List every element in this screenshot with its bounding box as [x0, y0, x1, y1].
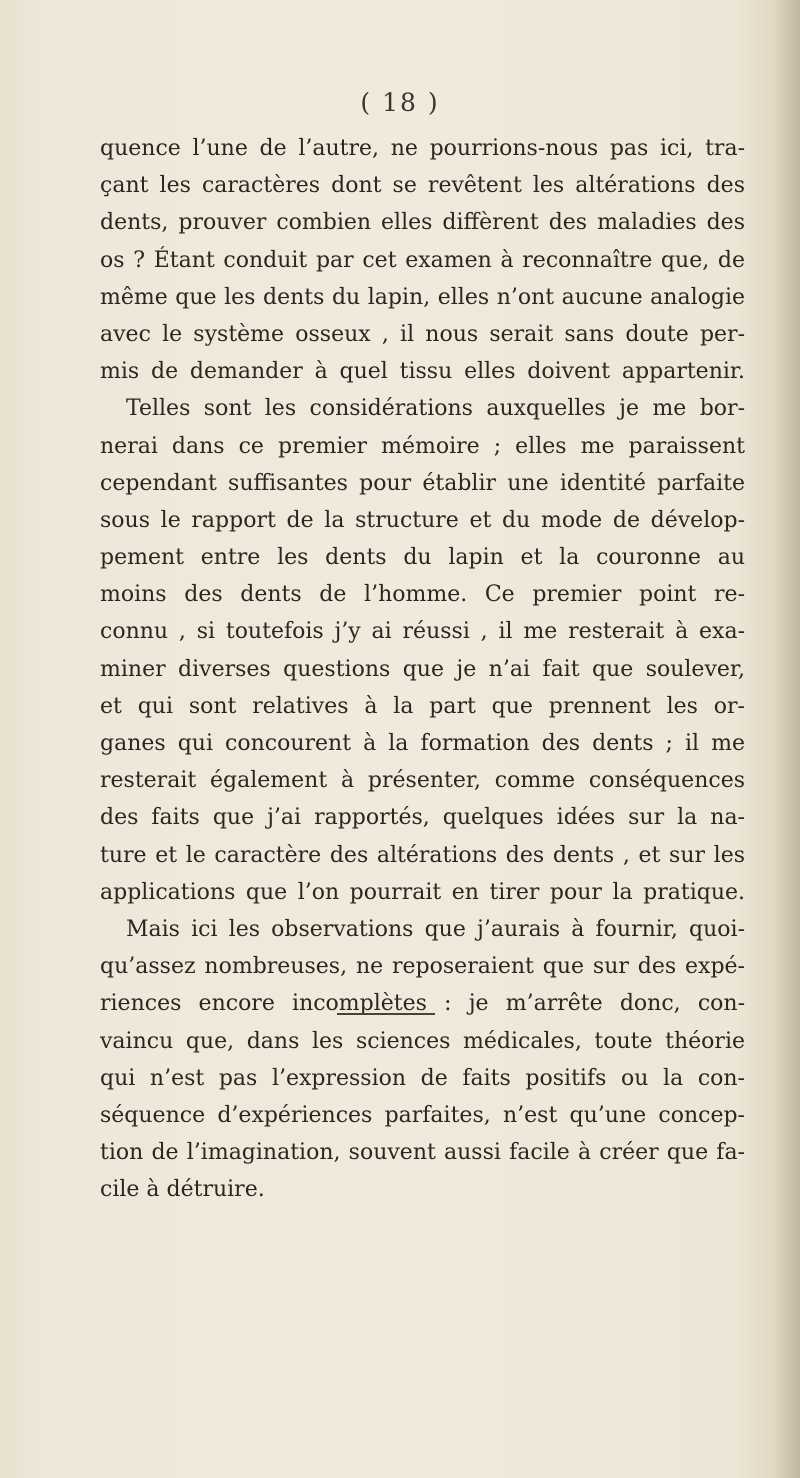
body-text	[100, 130, 745, 1208]
text-line: cile à détruire.	[100, 1177, 265, 1203]
text-line: riences encore incomplètes : je m’arrête donc, con-	[100, 991, 745, 1017]
text-line: sous le rapport de la structure et du mode de dévelop-	[100, 507, 745, 533]
page-number: ( 18 )	[360, 88, 440, 117]
text-line: et qui sont relatives à la part que prennent les or-	[100, 693, 745, 719]
text-line: os ? Étant conduit par cet examen à reconnaître que, de	[100, 247, 745, 273]
page-edge-shadow	[774, 0, 800, 1478]
text-line: resterait également à présenter, comme conséquences	[100, 768, 745, 794]
text-line: tion de l’imagination, souvent aussi facile à créer que fa-	[100, 1140, 745, 1166]
text-line: moins des dents de l’homme. Ce premier point re-	[100, 582, 745, 608]
text-line: çant les caractères dont se revêtent les altérations des	[100, 173, 745, 199]
text-line: des faits que j’ai rapportés, quelques idées sur la na-	[100, 805, 745, 831]
text-line: séquence d’expériences parfaites, n’est qu’une concep-	[100, 1102, 745, 1128]
text-line: quence l’une de l’autre, ne pourrions-nous pas ici, tra-	[100, 136, 745, 161]
section-separator-rule	[337, 1013, 435, 1015]
text-line: applications que l’on pourrait en tirer pour la pratique.	[100, 879, 745, 905]
text-line: nerai dans ce premier mémoire ; elles me paraissent	[100, 433, 745, 459]
text-line: cependant suffisantes pour établir une identité parfaite	[100, 470, 745, 496]
text-line: dents, prouver combien elles diffèrent des maladies des	[100, 210, 745, 236]
text-line: Mais ici les observations que j’aurais à fournir, quoi-	[126, 916, 745, 942]
text-line: qu’assez nombreuses, ne reposeraient que sur des expé-	[100, 954, 745, 980]
text-line: avec le système osseux , il nous serait sans doute per-	[100, 321, 745, 347]
text-line: Telles sont les considérations auxquelles je me bor-	[126, 396, 745, 422]
text-line: qui n’est pas l’expression de faits positifs ou la con-	[100, 1065, 745, 1091]
text-line: même que les dents du lapin, elles n’ont aucune analogie	[100, 284, 745, 310]
text-line: ture et le caractère des altérations des dents , et sur les	[100, 842, 745, 868]
text-line: miner diverses questions que je n’ai fait que soulever,	[100, 656, 745, 682]
text-line: mis de demander à quel tissu elles doivent appartenir.	[100, 359, 745, 385]
text-line: vaincu que, dans les sciences médicales, toute théorie	[100, 1028, 745, 1054]
text-line: pement entre les dents du lapin et la couronne au	[100, 545, 745, 571]
text-line: connu , si toutefois j’y ai réussi , il me resterait à exa-	[100, 619, 745, 645]
text-line: ganes qui concourent à la formation des dents ; il me	[100, 731, 745, 756]
